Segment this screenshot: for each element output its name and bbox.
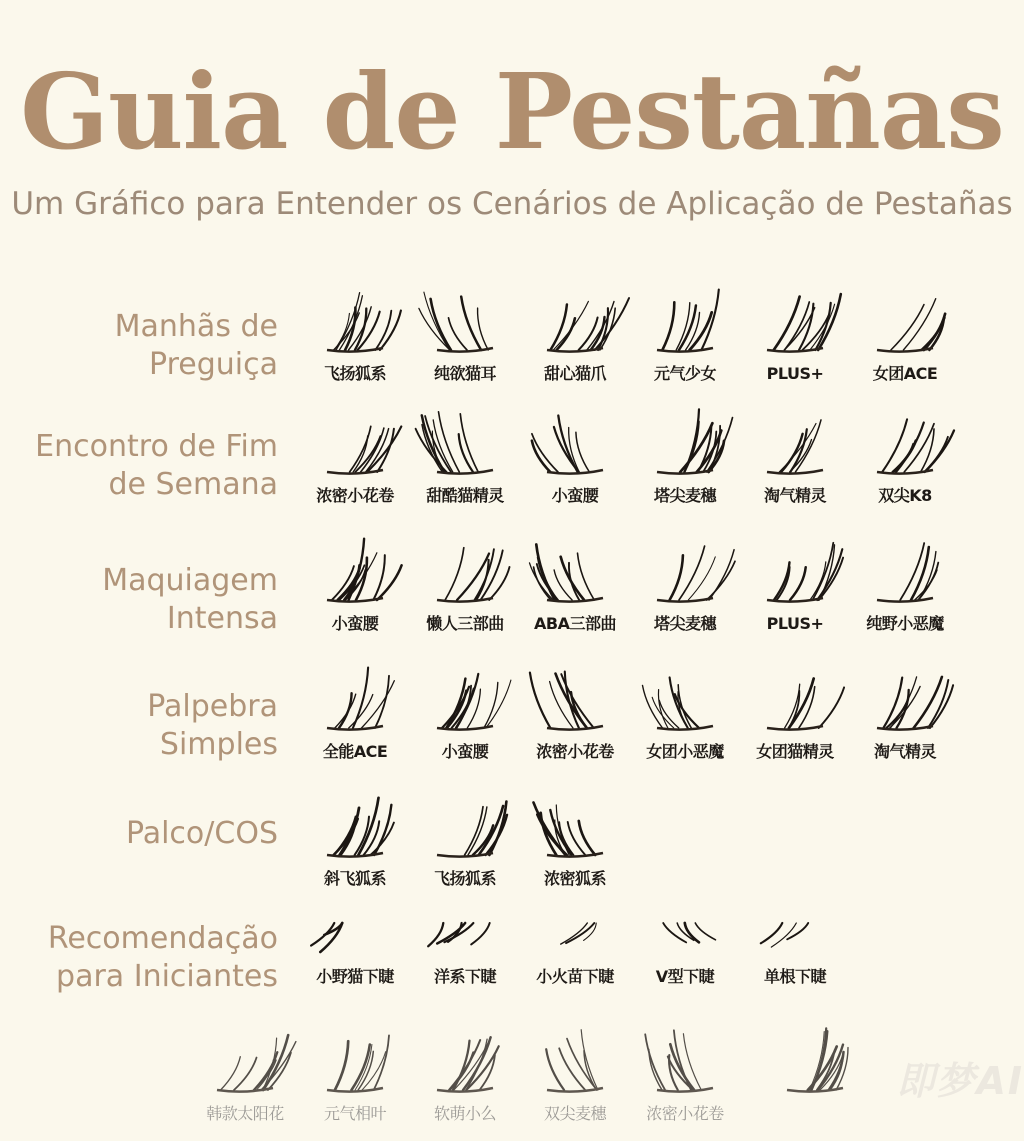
lash-style-name: V型下睫 xyxy=(655,967,715,986)
lash-style-name: 双尖K8 xyxy=(878,486,932,505)
lash-strand xyxy=(836,1048,848,1090)
lash-style-name: 小蛮腰 xyxy=(551,486,599,505)
lash-style-item xyxy=(300,402,410,506)
lash-illustration xyxy=(850,658,960,738)
lash-style-item xyxy=(300,905,410,987)
lash-band xyxy=(217,1088,273,1092)
lash-strand xyxy=(761,923,783,943)
lash-illustration xyxy=(520,905,630,963)
lash-strand xyxy=(679,306,696,351)
lash-strand xyxy=(431,299,451,350)
lash-style-item xyxy=(630,658,740,762)
lash-strand xyxy=(367,427,401,473)
lash-strand xyxy=(670,555,683,600)
scenario-label xyxy=(8,308,278,384)
lash-style-item xyxy=(300,1020,410,1124)
lash-illustration xyxy=(850,280,960,360)
lash-illustration xyxy=(410,785,520,865)
lash-strand xyxy=(695,923,715,940)
lash-illustration xyxy=(410,280,520,360)
lash-style-name: 飞扬狐系 xyxy=(323,364,386,383)
lash-strand xyxy=(234,1058,257,1090)
scenario-label-line: Preguiça xyxy=(149,347,278,382)
page-title: Guia de Pestañas xyxy=(20,50,1004,173)
lash-illustration xyxy=(300,1020,410,1100)
lash-style-name: 懒人三部曲 xyxy=(426,614,504,633)
lash-strand xyxy=(530,673,551,728)
scenario-label xyxy=(8,562,278,638)
lash-band xyxy=(787,1088,843,1092)
lash-style-item xyxy=(740,530,850,634)
lash-strand xyxy=(790,567,806,600)
lash-style-item xyxy=(520,530,630,634)
lash-strand xyxy=(662,302,674,350)
lash-style-name: 小蛮腰 xyxy=(331,614,379,633)
lash-strand xyxy=(576,432,590,472)
page-subtitle: Um Gráfico para Entender os Cenários de Aplicação de Pestañas xyxy=(11,186,1013,222)
lash-illustration xyxy=(520,402,630,482)
lash-style-name: 甜心猫爪 xyxy=(543,364,606,383)
lash-style-item xyxy=(740,905,850,987)
lash-style-name: 单根下睫 xyxy=(763,967,826,986)
lash-style-item xyxy=(740,402,850,506)
lash-illustration xyxy=(630,280,740,360)
lash-style-name: PLUS+ xyxy=(766,364,824,383)
lash-style-item xyxy=(410,785,520,889)
lash-band xyxy=(767,726,823,730)
lash-style-item xyxy=(520,1020,630,1124)
lash-style-item xyxy=(410,402,520,506)
scenario-label-line: Manhãs de xyxy=(114,309,278,344)
lash-strand xyxy=(883,678,902,728)
lash-style-item xyxy=(520,658,630,762)
lash-style-name: 小火苗下睫 xyxy=(536,967,614,986)
lash-illustration xyxy=(300,530,410,610)
lash-band xyxy=(547,726,603,730)
lash-strand xyxy=(891,305,924,351)
lash-band xyxy=(657,1088,713,1092)
scenario-label-line: Simples xyxy=(159,727,278,762)
lash-style-item xyxy=(850,402,960,506)
lash-illustration xyxy=(630,402,740,482)
lash-style-item xyxy=(410,530,520,634)
lash-strand xyxy=(349,695,373,729)
lash-style-name: 女团小恶魔 xyxy=(646,742,724,761)
lash-style-item xyxy=(410,658,520,762)
lash-style-item xyxy=(850,658,960,762)
lash-illustration xyxy=(190,1020,300,1100)
lash-strand xyxy=(818,294,841,350)
scenario-label-line: Intensa xyxy=(166,601,278,636)
lash-strand xyxy=(553,301,588,350)
lash-illustration xyxy=(740,402,850,482)
lash-band xyxy=(877,598,933,602)
lash-strand xyxy=(709,550,734,600)
scenario-label xyxy=(8,428,278,504)
lash-strand xyxy=(683,1034,701,1090)
lash-style-name: 小野猫下睫 xyxy=(316,967,394,986)
lash-style-name: 洋系下睫 xyxy=(433,967,496,986)
lash-style-item xyxy=(520,785,630,889)
lash-strand xyxy=(439,412,460,472)
lash-style-item xyxy=(520,905,630,987)
lash-style-item xyxy=(630,402,740,506)
lash-style-name: 女团猫精灵 xyxy=(756,742,834,761)
lash-strand xyxy=(924,437,948,472)
lash-illustration xyxy=(520,658,630,738)
lash-illustration xyxy=(630,530,740,610)
lash-strand xyxy=(904,424,934,472)
lash-illustration xyxy=(520,280,630,360)
lash-illustration xyxy=(410,402,520,482)
lash-style-name: 女团ACE xyxy=(872,364,938,383)
lash-illustration xyxy=(520,530,630,610)
lash-strand xyxy=(471,923,490,944)
lash-illustration xyxy=(740,530,850,610)
lash-band xyxy=(657,726,713,730)
lash-style-item xyxy=(630,905,740,987)
lash-illustration xyxy=(850,402,960,482)
lash-style-item xyxy=(410,280,520,384)
lash-strand xyxy=(900,543,924,600)
lash-illustration xyxy=(630,658,740,738)
lash-illustration xyxy=(300,402,410,482)
lash-strand xyxy=(335,694,356,728)
lash-style-item xyxy=(300,658,410,762)
lash-style-name: 浓密小花卷 xyxy=(316,486,394,505)
lash-style-name: 斜飞狐系 xyxy=(323,869,386,888)
lash-style-name: 飞扬狐系 xyxy=(433,869,496,888)
lash-illustration xyxy=(630,905,740,963)
lash-strand xyxy=(449,318,468,350)
lash-strand xyxy=(221,1057,241,1090)
lash-style-name: 元气少女 xyxy=(653,364,716,383)
lash-style-item xyxy=(300,785,410,889)
lash-illustration xyxy=(410,1020,520,1100)
lash-style-name: 软萌小么 xyxy=(433,1104,496,1123)
lash-illustration xyxy=(300,785,410,865)
scenario-label-line: Palpebra xyxy=(147,689,278,724)
lash-style-item xyxy=(410,1020,520,1124)
lash-style-name: 淘气精灵 xyxy=(873,742,936,761)
lash-style-item xyxy=(740,658,850,762)
lash-strand xyxy=(774,297,800,350)
lash-illustration xyxy=(630,1020,740,1100)
lash-style-name: 浓密小花卷 xyxy=(536,742,614,761)
lash-style-name: 纯欲猫耳 xyxy=(433,364,496,383)
lash-strand xyxy=(445,548,464,600)
lash-style-name: ABA三部曲 xyxy=(534,614,616,633)
lash-style-name: 塔尖麦穗 xyxy=(653,614,716,633)
lash-style-item xyxy=(300,530,410,634)
lash-strand xyxy=(460,414,478,472)
lash-illustration xyxy=(520,1020,630,1100)
lash-style-item xyxy=(300,280,410,384)
scenario-label-line: Recomendação xyxy=(47,921,278,956)
lash-style-item xyxy=(520,280,630,384)
lash-strand xyxy=(556,674,587,728)
lash-style-name: 小蛮腰 xyxy=(441,742,489,761)
scenario-label-line: Encontro de Fim xyxy=(35,429,278,464)
lash-strand xyxy=(355,436,380,472)
lash-strand xyxy=(561,557,584,600)
lash-strand xyxy=(802,313,829,350)
lash-illustration xyxy=(300,905,410,963)
lash-strand xyxy=(914,677,942,728)
lash-strand xyxy=(350,426,371,472)
lash-illustration xyxy=(410,658,520,738)
lash-style-name: 淘气精灵 xyxy=(763,486,826,505)
lash-strand xyxy=(489,567,509,600)
lash-style-item xyxy=(630,1020,740,1124)
lash-strand xyxy=(652,697,674,728)
lash-illustration xyxy=(850,530,960,610)
lash-illustration xyxy=(740,658,850,738)
lash-illustration xyxy=(300,658,410,738)
lash-illustration xyxy=(520,785,630,865)
lash-style-name: 全能ACE xyxy=(322,742,388,761)
scenario-label xyxy=(8,688,278,764)
lash-illustration xyxy=(300,280,410,360)
lash-strand xyxy=(335,1041,348,1090)
scenario-label-line: de Semana xyxy=(108,467,278,502)
scenario-label xyxy=(8,815,278,853)
lash-style-item xyxy=(410,905,520,987)
lash-illustration xyxy=(740,905,850,963)
lash-strand xyxy=(645,1034,665,1090)
lash-strand xyxy=(566,923,594,943)
lash-strand xyxy=(486,680,511,728)
lash-style-name: 纯野小恶魔 xyxy=(866,614,944,633)
lash-illustration xyxy=(410,905,520,963)
lash-strand xyxy=(569,563,579,600)
lash-band xyxy=(657,598,713,602)
lash-strand xyxy=(771,923,796,947)
lash-style-item xyxy=(740,280,850,384)
lash-style-item xyxy=(520,402,630,506)
lash-illustration xyxy=(410,530,520,610)
lash-style-item xyxy=(630,280,740,384)
lash-band xyxy=(437,726,493,730)
lash-style-name: 韩款太阳花 xyxy=(206,1104,284,1123)
lash-illustration xyxy=(760,1020,870,1100)
lash-strand xyxy=(819,687,844,728)
lash-band xyxy=(547,1088,603,1092)
lash-style-name: 元气相叶 xyxy=(323,1104,386,1123)
lash-style-item xyxy=(850,530,960,634)
lash-strand xyxy=(930,685,953,728)
scenario-label-line: Palco/COS xyxy=(125,816,278,851)
scenario-label-line: Maquiagem xyxy=(102,563,278,598)
lash-style-name: 浓密小花卷 xyxy=(646,1104,724,1123)
lash-style-item xyxy=(850,280,960,384)
lash-strand xyxy=(550,305,567,351)
lash-style-name: 双尖麦穗 xyxy=(543,1104,606,1123)
lash-strand xyxy=(532,441,550,472)
lash-style-name: 塔尖麦穗 xyxy=(653,486,716,505)
lash-illustration xyxy=(740,280,850,360)
watermark: 即梦AI xyxy=(896,1059,1024,1103)
lash-style-name: PLUS+ xyxy=(766,614,824,633)
lash-strand xyxy=(339,693,352,728)
lash-style-item xyxy=(630,530,740,634)
lash-style-item xyxy=(190,1020,300,1124)
scenario-label-line: para Iniciantes xyxy=(56,959,278,994)
lash-style-name: 浓密狐系 xyxy=(543,869,606,888)
lash-style-item xyxy=(760,1020,870,1100)
lash-strand xyxy=(478,308,489,350)
lash-style-name: 甜酷猫精灵 xyxy=(426,486,504,505)
scenario-label xyxy=(8,920,278,996)
